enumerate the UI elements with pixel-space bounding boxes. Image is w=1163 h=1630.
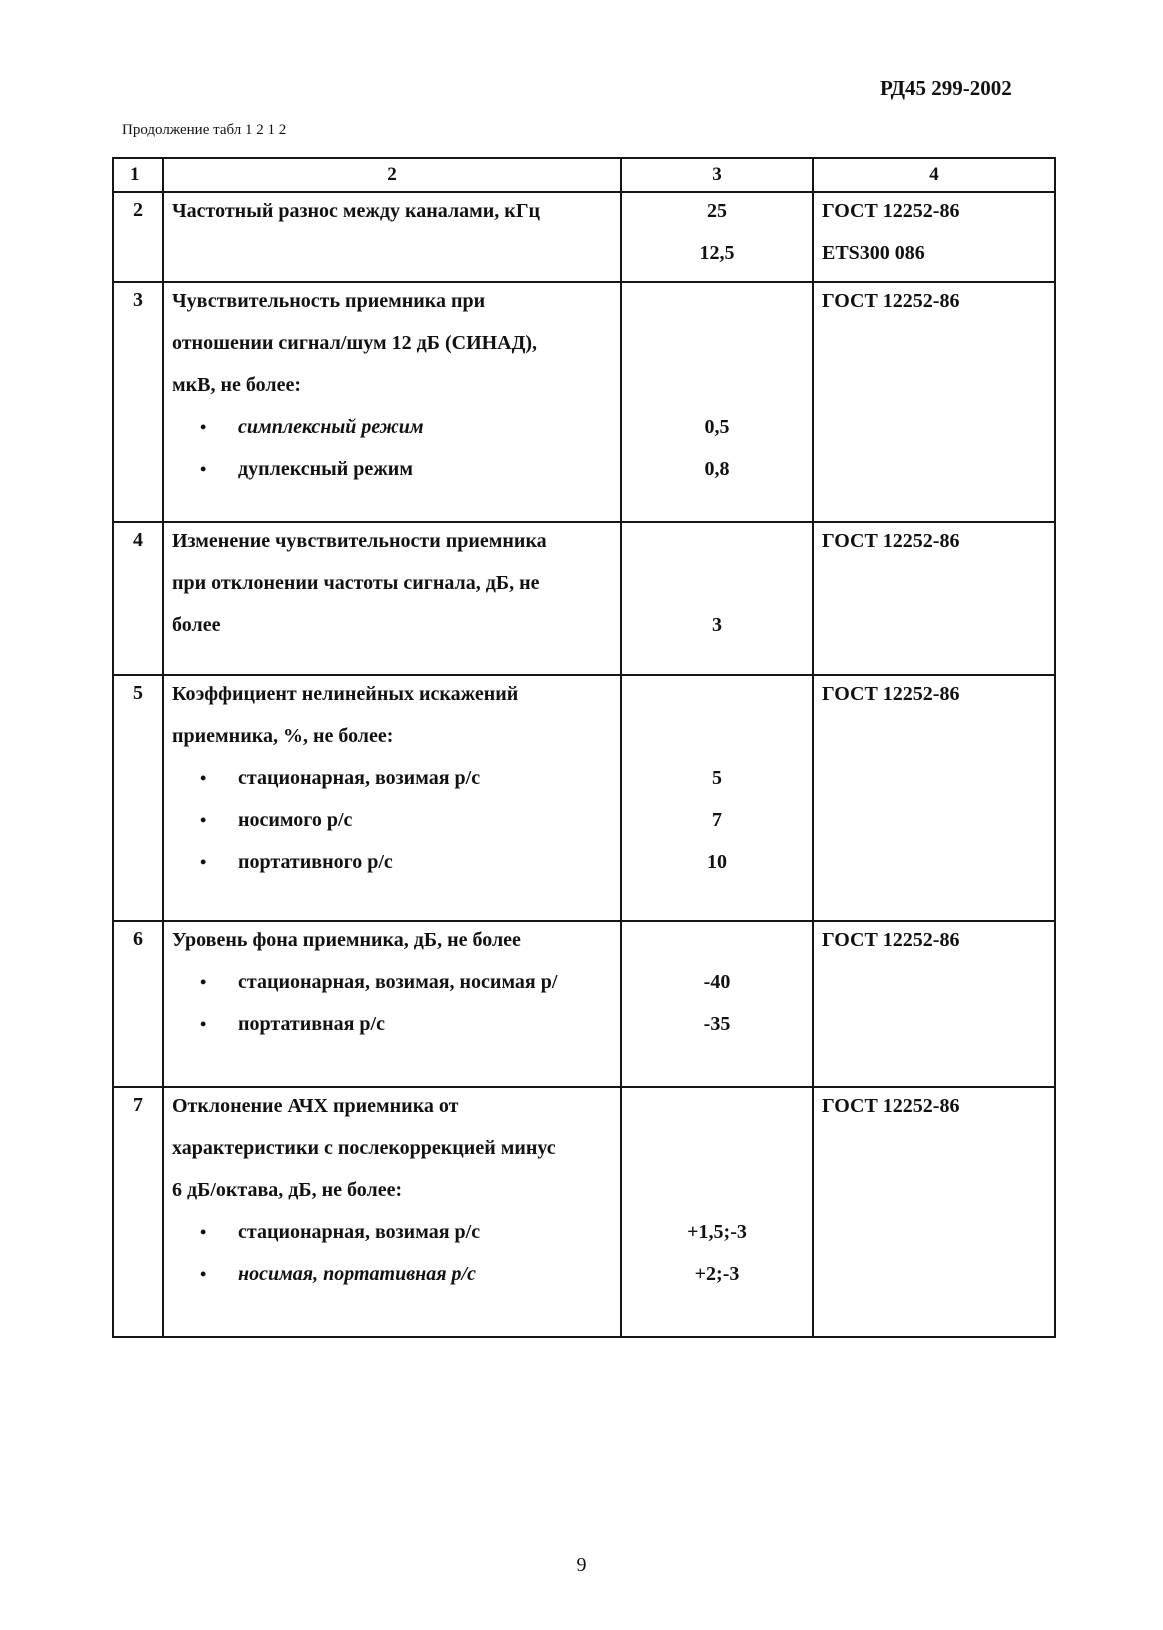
table-row <box>113 1087 1055 1337</box>
parameter-cell <box>163 1087 621 1337</box>
parameter-line: Коэффициент нелинейных искажений <box>172 683 519 705</box>
standard-cell <box>813 921 1055 1087</box>
standard-reference: ГОСТ 12252-86 <box>822 1095 960 1117</box>
bullet-item <box>164 455 620 497</box>
standard-reference <box>814 371 1054 413</box>
parameter-value: 12,5 <box>699 242 735 264</box>
standard-reference <box>814 569 1054 611</box>
bullet-item <box>164 806 620 848</box>
bullet-item <box>164 1260 620 1302</box>
value-cell <box>621 282 813 522</box>
parameter-line: мкВ, не более: <box>172 374 301 396</box>
standard-reference: ГОСТ 12252-86 <box>822 290 960 312</box>
standard-reference: ГОСТ 12252-86 <box>822 683 960 705</box>
parameter-cell <box>163 921 621 1087</box>
standard-reference <box>814 806 1054 848</box>
bullet-text: носимая, портативная р/с <box>238 1263 476 1285</box>
bullet-text: носимого р/с <box>238 809 353 831</box>
parameter-value <box>622 722 812 764</box>
parameter-line: Изменение чувствительности приемника <box>172 530 547 552</box>
standard-cell <box>813 522 1055 675</box>
bullet-item <box>164 1218 620 1260</box>
row-number: 5 <box>113 675 163 921</box>
standard-cell <box>813 192 1055 282</box>
row-number: 2 <box>113 192 163 282</box>
standard-cell <box>813 282 1055 522</box>
bullet-text: портативного р/с <box>238 851 393 873</box>
standard-reference: ГОСТ 12252-86 <box>822 200 960 222</box>
parameter-value: 3 <box>712 614 722 636</box>
bullet-text: стационарная, возимая, носимая р/ <box>238 971 558 993</box>
parameter-value <box>622 329 812 371</box>
document-code: РД45 299-2002 <box>880 76 1012 100</box>
standard-reference <box>814 455 1054 497</box>
parameter-value <box>622 371 812 413</box>
standard-cell <box>813 1087 1055 1337</box>
bullet-icon: • <box>200 768 207 788</box>
bullet-icon: • <box>200 1014 207 1034</box>
standard-reference <box>814 968 1054 1010</box>
parameter-value <box>622 287 812 329</box>
bullet-text: симплексный режим <box>238 416 424 438</box>
bullet-text: дуплексный режим <box>238 458 413 480</box>
column-header-4: 4 <box>813 158 1055 192</box>
parameter-line: 6 дБ/октава, дБ, не более: <box>172 1179 403 1201</box>
parameter-cell <box>163 522 621 675</box>
parameter-value <box>622 1092 812 1134</box>
parameter-line: приемника, %, не более: <box>172 725 394 747</box>
value-cell <box>621 192 813 282</box>
parameter-value: 0,8 <box>704 458 730 480</box>
parameter-value: +2;-3 <box>694 1263 740 1285</box>
parameter-value: -40 <box>703 971 731 993</box>
parameter-line: Уровень фона приемника, дБ, не более <box>172 929 521 951</box>
parameter-value: 10 <box>707 851 727 873</box>
standard-reference <box>814 764 1054 806</box>
row-number: 4 <box>113 522 163 675</box>
value-cell <box>621 675 813 921</box>
parameter-value: 0,5 <box>704 416 730 438</box>
standard-reference <box>814 413 1054 455</box>
bullet-item <box>164 764 620 806</box>
value-cell <box>621 522 813 675</box>
standard-reference: ETS300 086 <box>822 242 925 264</box>
parameter-value: 5 <box>712 767 722 789</box>
parameter-value <box>622 680 812 722</box>
standard-reference <box>814 1176 1054 1218</box>
standard-reference: ГОСТ 12252-86 <box>822 929 960 951</box>
column-header-3: 3 <box>621 158 813 192</box>
parameter-line <box>164 239 620 281</box>
table-header-row <box>113 158 1055 192</box>
standard-cell <box>813 675 1055 921</box>
value-cell <box>621 1087 813 1337</box>
specifications-table <box>112 157 1056 1338</box>
bullet-icon: • <box>200 417 207 437</box>
parameter-value <box>622 926 812 968</box>
parameter-value: 7 <box>712 809 722 831</box>
row-number: 3 <box>113 282 163 522</box>
standard-reference <box>814 329 1054 371</box>
table-row <box>113 921 1055 1087</box>
parameter-value: 25 <box>707 200 727 222</box>
parameter-value <box>622 1134 812 1176</box>
table-row <box>113 282 1055 522</box>
standard-reference <box>814 1134 1054 1176</box>
table-continuation-label: Продолжение табл 1 2 1 2 <box>122 122 287 138</box>
bullet-icon: • <box>200 810 207 830</box>
bullet-icon: • <box>200 1264 207 1284</box>
bullet-item <box>164 413 620 455</box>
value-cell <box>621 921 813 1087</box>
bullet-text: стационарная, возимая р/с <box>238 1221 481 1243</box>
bullet-icon: • <box>200 852 207 872</box>
standard-reference <box>814 1218 1054 1260</box>
parameter-value <box>622 527 812 569</box>
parameter-line: отношении сигнал/шум 12 дБ (СИНАД), <box>172 332 538 354</box>
column-header-2: 2 <box>163 158 621 192</box>
parameter-cell <box>163 282 621 522</box>
bullet-icon: • <box>200 972 207 992</box>
row-number: 7 <box>113 1087 163 1337</box>
table-row <box>113 675 1055 921</box>
bullet-text: стационарная, возимая р/с <box>238 767 481 789</box>
parameter-line: Отклонение АЧХ приемника от <box>172 1095 459 1117</box>
parameter-line: характеристики с послекоррекцией минус <box>172 1137 556 1159</box>
parameter-value: +1,5;-3 <box>687 1221 747 1243</box>
bullet-item <box>164 848 620 890</box>
standard-reference <box>814 1260 1054 1302</box>
bullet-item <box>164 968 620 1010</box>
table-row <box>113 192 1055 282</box>
column-header-1: 1 <box>113 158 163 192</box>
standard-reference <box>814 848 1054 890</box>
bullet-text: портативная р/с <box>238 1013 385 1035</box>
standard-reference: ГОСТ 12252-86 <box>822 530 960 552</box>
parameter-cell <box>163 675 621 921</box>
bullet-icon: • <box>200 1222 207 1242</box>
parameter-value: -35 <box>703 1013 731 1035</box>
bullet-icon: • <box>200 459 207 479</box>
standard-reference <box>814 722 1054 764</box>
parameter-value <box>622 569 812 611</box>
standard-reference <box>814 611 1054 653</box>
parameter-line: при отклонении частоты сигнала, дБ, не <box>172 572 540 594</box>
bullet-item <box>164 1010 620 1052</box>
parameter-cell <box>163 192 621 282</box>
parameter-line: более <box>172 614 221 636</box>
table-row <box>113 522 1055 675</box>
row-number: 6 <box>113 921 163 1087</box>
parameter-value <box>622 1176 812 1218</box>
parameter-line: Чувствительность приемника при <box>172 290 486 312</box>
standard-reference <box>814 1010 1054 1052</box>
parameter-line: Частотный разнос между каналами, кГц <box>172 200 541 222</box>
page-number: 9 <box>576 1554 587 1576</box>
